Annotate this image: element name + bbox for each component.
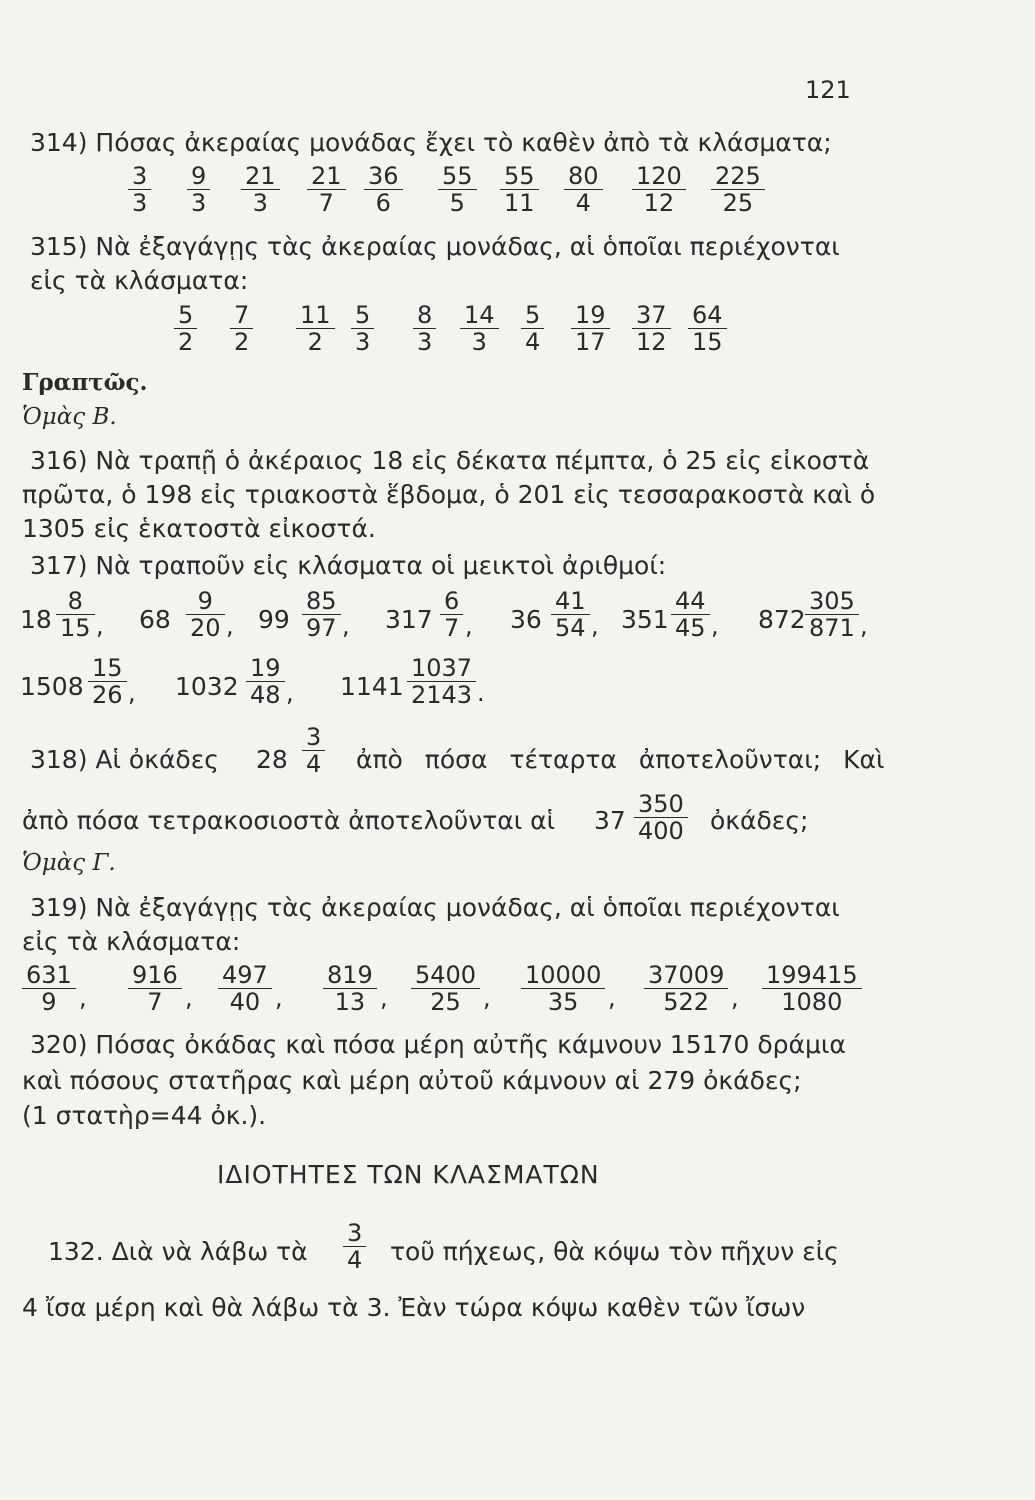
fraction-numerator: 5	[521, 302, 544, 329]
fraction	[307, 163, 346, 216]
fraction-denominator: 3	[471, 328, 487, 356]
comma-separator: ,	[275, 984, 283, 1012]
fraction-numerator: 41	[551, 588, 590, 615]
fraction	[671, 588, 710, 641]
fraction	[128, 962, 182, 1015]
fraction	[407, 655, 476, 708]
fraction-denominator: 3	[191, 189, 207, 217]
fraction	[634, 791, 688, 844]
fraction-numerator: 305	[805, 588, 859, 615]
fraction-numerator: 80	[564, 163, 603, 190]
paragraph-132-part2: τοῦ πήχεως, θὰ κόψω τὸν πῆχυν εἰς	[390, 1237, 839, 1266]
comma-separator: ,	[96, 612, 104, 640]
fraction	[438, 163, 477, 216]
fraction-denominator: 3	[252, 189, 268, 217]
mixed-number-whole: 18	[20, 605, 52, 634]
fraction-denominator: 1080	[781, 988, 843, 1016]
fraction-denominator: 12	[643, 189, 675, 217]
fraction-denominator: 3	[132, 189, 148, 217]
fraction-denominator: 15	[692, 328, 723, 356]
mixed-number-whole: 1141	[340, 672, 404, 701]
fraction-denominator: 6	[375, 189, 391, 217]
fraction	[564, 163, 603, 216]
group-b-heading: Ὁμὰς Β.	[22, 404, 117, 430]
comma-separator: ,	[380, 984, 388, 1012]
mixed-number-whole: 872	[758, 605, 806, 634]
comma-separator: ,	[128, 679, 136, 707]
fraction-numerator: 37009	[644, 962, 728, 989]
fraction-numerator: 6	[440, 588, 463, 615]
exercise-318-part2: ἀπὸ πόσα τέταρτα ἀποτελοῦνται; Καὶ	[356, 745, 885, 774]
fraction-numerator: 44	[671, 588, 710, 615]
fraction-denominator: 25	[722, 189, 754, 217]
fraction-numerator: 55	[500, 163, 539, 190]
comma-separator: ,	[591, 612, 599, 640]
fraction-denominator: 9	[41, 988, 57, 1016]
paragraph-132-part1: 132. Διὰ νὰ λάβω τὰ	[48, 1237, 308, 1266]
exercise-314-text: 314) Πόσας ἀκεραίας μονάδας ἔχει τὸ καθὲν ἀπὸ τὰ κλάσματα;	[30, 128, 832, 157]
fraction-numerator: 7	[230, 302, 253, 329]
fraction	[762, 962, 862, 1015]
fraction-denominator: 4	[306, 750, 322, 778]
fraction-numerator: 14	[460, 302, 499, 329]
fraction	[644, 962, 728, 1015]
fraction-numerator: 19	[246, 655, 285, 682]
fraction-denominator: 2	[234, 328, 250, 356]
mixed-number-whole: 68	[139, 605, 171, 634]
exercise-318-part3: ἀπὸ πόσα τετρακοσιοστὰ ἀποτελοῦνται αἱ	[22, 806, 556, 835]
mixed-number-whole: 351	[621, 605, 669, 634]
fraction	[805, 588, 859, 641]
fraction-denominator: 20	[190, 614, 221, 642]
fraction	[246, 655, 285, 708]
fraction-denominator: 26	[92, 681, 123, 709]
fraction-numerator: 819	[323, 962, 377, 989]
fraction-numerator: 85	[302, 588, 341, 615]
fraction-numerator: 9	[187, 163, 210, 190]
fraction-denominator: 7	[147, 988, 163, 1016]
fraction-denominator: 97	[306, 614, 337, 642]
exercise-315-line2: εἰς τὰ κλάσματα:	[30, 266, 249, 295]
mixed-number-whole: 99	[258, 605, 290, 634]
comma-separator: ,	[185, 984, 193, 1012]
fraction-numerator: 5	[351, 302, 374, 329]
comma-separator: ,	[608, 984, 616, 1012]
mixed-number-whole: 317	[385, 605, 433, 634]
exercise-319-line1: 319) Νὰ ἐξαγάγῃς τὰς ἀκεραίας μονάδας, αἱ ὁποῖαι περιέχονται	[30, 893, 840, 922]
fraction-numerator: 5400	[411, 962, 480, 989]
fraction	[174, 302, 197, 355]
fraction-denominator: 871	[809, 614, 855, 642]
fraction	[440, 588, 463, 641]
fraction	[500, 163, 539, 216]
fraction	[551, 588, 590, 641]
fraction-numerator: 55	[438, 163, 477, 190]
mixed-number-whole: 28	[256, 745, 288, 774]
comma-separator: ,	[465, 612, 473, 640]
exercise-320-line1: 320) Πόσας ὀκάδας καὶ πόσα μέρη αὐτῆς κάμνουν 15170 δράμια	[30, 1030, 846, 1059]
fraction-denominator: 4	[575, 189, 591, 217]
fraction-numerator: 225	[711, 163, 765, 190]
exercise-318-part4: ὀκάδες;	[710, 806, 809, 835]
fraction-denominator: 40	[229, 988, 261, 1016]
fraction-numerator: 37	[632, 302, 671, 329]
fraction	[521, 302, 544, 355]
group-c-heading: Ὁμὰς Γ.	[22, 850, 116, 876]
fraction-numerator: 3	[343, 1220, 366, 1247]
fraction	[218, 962, 272, 1015]
fraction-numerator: 120	[632, 163, 686, 190]
fraction-denominator: 25	[430, 988, 461, 1016]
fraction	[323, 962, 377, 1015]
section-heading: ΙΔΙΟΤΗΤΕΣ ΤΩΝ ΚΛΑΣΜΑΤΩΝ	[217, 1160, 600, 1189]
fraction-denominator: 4	[525, 328, 541, 356]
fraction-numerator: 8	[56, 588, 95, 615]
fraction-numerator: 64	[688, 302, 727, 329]
fraction-denominator: 522	[663, 988, 710, 1016]
exercise-320-line2: καὶ πόσους στατῆρας καὶ μέρη αὐτοῦ κάμνουν αἱ 279 ὀκάδες;	[22, 1066, 802, 1095]
fraction-denominator: 2	[307, 328, 323, 356]
fraction	[411, 962, 480, 1015]
comma-separator: ,	[731, 984, 739, 1012]
fraction-numerator: 631	[22, 962, 76, 989]
fraction-numerator: 5	[174, 302, 197, 329]
exercise-316-line1: 316) Νὰ τραπῇ ὁ ἀκέραιος 18 εἰς δέκατα πέμπτα, ὁ 25 εἰς εἰκοστὰ	[30, 446, 870, 475]
fraction	[343, 1220, 366, 1273]
fraction-numerator: 8	[413, 302, 436, 329]
fraction	[22, 962, 76, 1015]
fraction	[186, 588, 225, 641]
fraction-denominator: 17	[575, 328, 606, 356]
fraction	[187, 163, 210, 216]
fraction-denominator: 11	[504, 189, 535, 217]
comma-separator: ,	[711, 612, 719, 640]
fraction	[302, 588, 341, 641]
fraction	[302, 724, 325, 777]
comma-separator: .	[477, 679, 485, 707]
comma-separator: ,	[79, 984, 87, 1012]
fraction-denominator: 3	[417, 328, 433, 356]
fraction-numerator: 10000	[521, 962, 605, 989]
fraction-numerator: 9	[186, 588, 225, 615]
fraction-numerator: 11	[296, 302, 335, 329]
fraction	[688, 302, 727, 355]
exercise-318-part1: 318) Αἱ ὀκάδες	[30, 745, 219, 774]
fraction-numerator: 350	[634, 791, 688, 818]
fraction-numerator: 21	[307, 163, 346, 190]
fraction-numerator: 3	[128, 163, 151, 190]
page-number: 121	[805, 76, 851, 104]
fraction	[521, 962, 605, 1015]
fraction	[632, 163, 686, 216]
comma-separator: ,	[342, 612, 350, 640]
fraction-numerator: 15	[88, 655, 127, 682]
fraction	[413, 302, 436, 355]
fraction-denominator: 400	[638, 817, 684, 845]
fraction-denominator: 35	[547, 988, 579, 1016]
fraction-numerator: 36	[364, 163, 403, 190]
mixed-number-whole: 1032	[175, 672, 239, 701]
fraction	[571, 302, 610, 355]
fraction	[364, 163, 403, 216]
fraction-numerator: 3	[302, 724, 325, 751]
fraction-numerator: 19	[571, 302, 610, 329]
exercise-319-line2: εἰς τὰ κλάσματα:	[22, 927, 241, 956]
fraction-denominator: 45	[675, 614, 706, 642]
fraction	[711, 163, 765, 216]
fraction-denominator: 12	[636, 328, 667, 356]
fraction-denominator: 7	[444, 614, 460, 642]
fraction-denominator: 15	[60, 614, 91, 642]
fraction	[296, 302, 335, 355]
fraction-denominator: 4	[347, 1246, 363, 1274]
exercise-316-line2: πρῶτα, ὁ 198 εἰς τριακοστὰ ἕβδομα, ὁ 201 εἰς τεσσαρακοστὰ καὶ ὁ	[22, 480, 876, 509]
fraction-denominator: 48	[250, 681, 281, 709]
fraction	[460, 302, 499, 355]
exercise-316-line3: 1305 εἰς ἑκατοστὰ εἰκοστά.	[22, 514, 376, 543]
fraction-denominator: 2143	[411, 681, 473, 709]
mixed-number-whole: 37	[594, 806, 626, 835]
fraction-numerator: 21	[241, 163, 280, 190]
fraction-denominator: 13	[334, 988, 366, 1016]
fraction	[56, 588, 95, 641]
fraction-denominator: 54	[555, 614, 586, 642]
comma-separator: ,	[860, 612, 868, 640]
exercise-315-line1: 315) Νὰ ἐξαγάγῃς τὰς ἀκεραίας μονάδας, αἱ ὁποῖαι περιέχονται	[30, 232, 840, 261]
fraction-denominator: 5	[449, 189, 465, 217]
fraction	[230, 302, 253, 355]
comma-separator: ,	[226, 612, 234, 640]
fraction-denominator: 7	[318, 189, 334, 217]
written-label: Γραπτῶς.	[22, 369, 148, 396]
comma-separator: ,	[483, 984, 491, 1012]
fraction	[88, 655, 127, 708]
fraction	[351, 302, 374, 355]
fraction-numerator: 497	[218, 962, 272, 989]
comma-separator: ,	[286, 679, 294, 707]
fraction-numerator: 916	[128, 962, 182, 989]
fraction	[632, 302, 671, 355]
fraction	[128, 163, 151, 216]
fraction-numerator: 1037	[407, 655, 476, 682]
exercise-320-line3: (1 στατὴρ=44 ὀκ.).	[22, 1101, 267, 1130]
mixed-number-whole: 36	[510, 605, 542, 634]
exercise-317-text: 317) Νὰ τραποῦν εἰς κλάσματα οἱ μεικτοὶ ἀριθμοί:	[30, 551, 667, 580]
fraction-denominator: 2	[178, 328, 194, 356]
fraction-numerator: 199415	[762, 962, 862, 989]
fraction	[241, 163, 280, 216]
mixed-number-whole: 1508	[20, 672, 84, 701]
paragraph-132-line2: 4 ἴσα μέρη καὶ θὰ λάβω τὰ 3. Ἐὰν τώρα κόψω καθὲν τῶν ἴσων	[22, 1293, 806, 1322]
fraction-denominator: 3	[355, 328, 371, 356]
